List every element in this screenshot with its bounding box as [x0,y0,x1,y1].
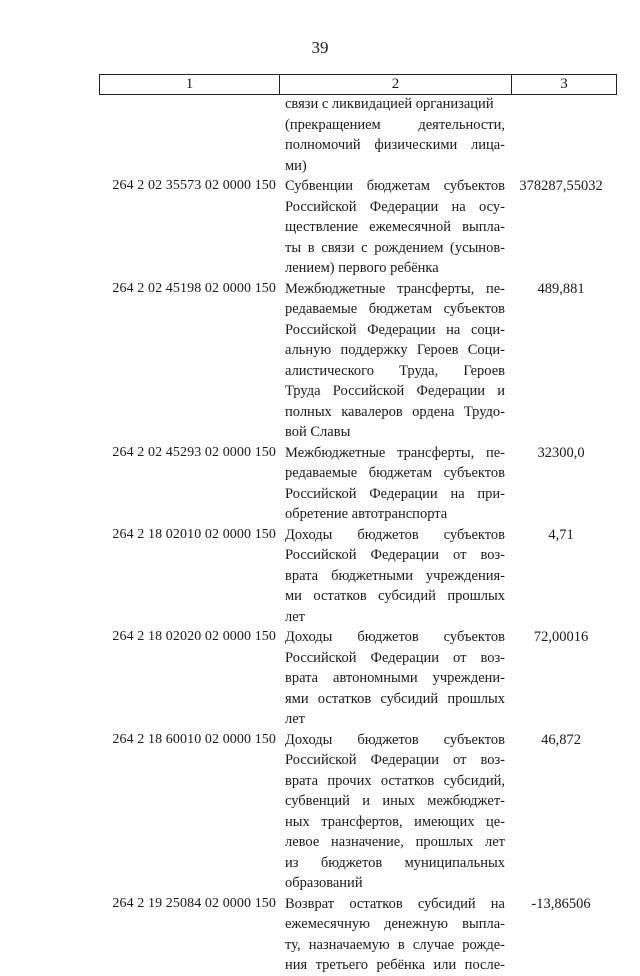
budget-classification-code: 264 2 02 45198 02 0000 150 [112,280,276,296]
revenue-description [285,94,505,176]
description-line: субвенций и иных межбюджет- [285,793,505,809]
budget-classification-code: 264 2 02 45293 02 0000 150 [112,444,276,460]
page-number: 39 [311,38,329,57]
revenue-description [285,730,505,894]
table-row [99,627,617,730]
budget-classification-code: 264 2 18 02020 02 0000 150 [112,629,276,644]
description-line: врата автономными учреждени- [285,670,505,686]
header-col-1: 1 [100,75,280,94]
description-line: Возврат остатков субсидий на [285,895,505,912]
description-line: алистического Труда, Героев [285,362,505,379]
revenue-description [285,279,505,443]
description-line: врата бюджетными учреждения- [285,567,505,584]
description-line: Российской Федерации на при- [285,485,505,502]
description-line: ту, назначаемую в случае рожде- [285,936,505,953]
table-header [99,74,617,95]
revenue-description [285,443,505,525]
description-line: обретение автотранспорта [285,506,448,522]
amount-value: -13,86506 [531,895,591,912]
budget-classification-code: 264 2 19 25084 02 0000 150 [112,895,276,911]
revenue-description [285,176,505,279]
description-line: врата прочих остатков субсидий, [285,772,505,789]
header-col-2: 2 [280,75,512,94]
description-line: Российской Федерации на соци- [285,321,505,338]
description-line: Межбюджетные трансферты, пе- [285,444,505,461]
amount-value: 4,71 [548,526,574,543]
description-line: Российской Федерации от воз- [285,547,505,563]
amount-value: 32300,0 [537,444,585,461]
description-line: редаваемые бюджетам субъектов [285,465,505,481]
budget-classification-code: 264 2 18 60010 02 0000 150 [112,731,276,747]
table-body [99,94,617,976]
description-line: ми остатков субсидий прошлых [285,588,505,604]
revenue-description [285,525,505,628]
description-line: лет [285,711,306,727]
description-line: ты в связи с рождением (усынов- [285,239,505,256]
description-line: полных кавалеров ордена Трудо- [285,403,505,420]
table-row [99,894,617,976]
amount-value: 489,881 [537,280,585,297]
revenue-description [285,894,505,976]
description-line: Труда Российской Федерации и [285,383,505,399]
description-line: редаваемые бюджетам субъектов [285,301,505,317]
description-line: (прекращением деятельности, [285,116,505,133]
description-line: образований [285,875,363,891]
description-line: вой Славы [285,424,351,440]
description-line: ществление ежемесячной выпла- [285,219,505,235]
description-line: левое назначение, прошлых лет [285,834,505,850]
revenue-description [285,627,505,730]
description-line: лением) первого ребёнка [285,260,439,276]
budget-classification-code: 264 2 18 02010 02 0000 150 [112,526,276,542]
description-line: лет [285,608,306,625]
table-row [99,176,617,279]
description-line: Российской Федерации от воз- [285,752,505,768]
table-row [99,279,617,443]
description-line: ежемесячную денежную выпла- [285,916,505,932]
description-line: связи с ликвидацией организаций [285,96,494,112]
amount-value: 72,00016 [533,629,589,645]
description-line: Российской Федерации от воз- [285,649,505,666]
table-row [99,94,617,176]
description-line: Доходы бюджетов субъектов [285,526,505,543]
header-col-3: 3 [560,76,568,92]
description-line: из бюджетов муниципальных [285,854,505,871]
table-row [99,525,617,628]
description-line: ных трансфертов, имеющих це- [285,813,505,830]
description-line: ями остатков субсидий прошлых [285,690,505,707]
amount-value [505,94,617,176]
description-line: альную поддержку Героев Соци- [285,342,505,358]
description-line: Доходы бюджетов субъектов [285,731,505,748]
table-row [99,443,617,525]
amount-value: 378287,55032 [519,178,603,194]
budget-classification-code [99,94,279,176]
description-line: Доходы бюджетов субъектов [285,629,505,645]
budget-classification-code: 264 2 02 35573 02 0000 150 [112,178,276,193]
description-line: Российской Федерации на осу- [285,198,505,215]
description-line: полномочий физическими лица- [285,137,505,153]
description-line: ми) [285,157,307,174]
amount-value: 46,872 [541,731,581,748]
description-line: Субвенции бюджетам субъектов [285,178,505,194]
table-row [99,730,617,894]
description-line: ния третьего ребёнка или после- [285,957,505,973]
description-line: Межбюджетные трансферты, пе- [285,280,505,297]
